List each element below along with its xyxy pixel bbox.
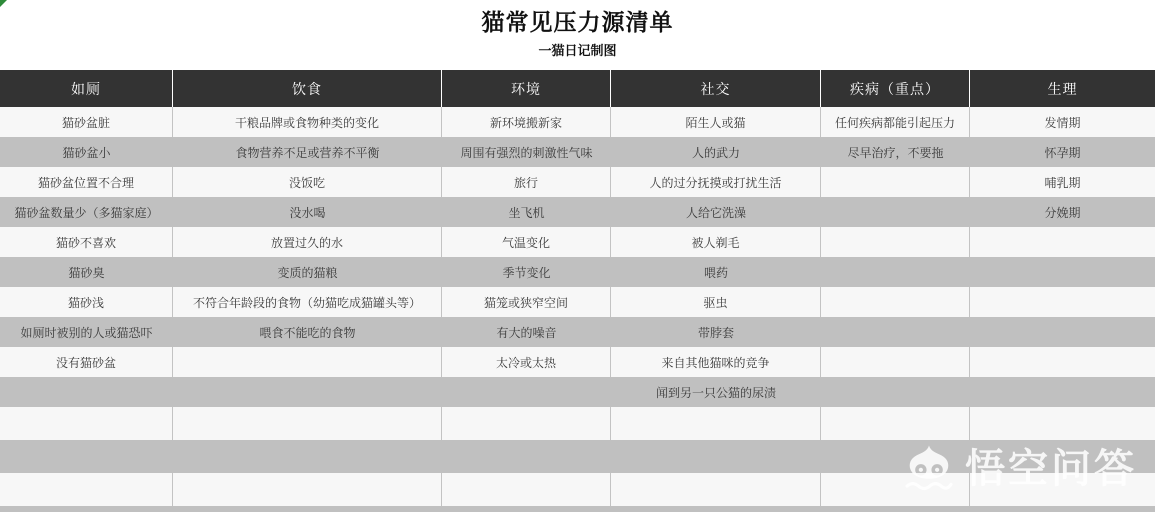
table-cell: 陌生人或猫 [611, 107, 821, 137]
table-cell: 人的武力 [691, 145, 740, 160]
table-cell: 季节变化 [502, 265, 551, 280]
table-cell: 带脖套 [697, 325, 734, 340]
table-cell [173, 377, 442, 407]
table-cell: 如厕时被别的人或猫恐吓 [20, 325, 153, 340]
table-cell: 怀孕期 [1044, 145, 1081, 160]
table-cell [611, 473, 821, 506]
table-cell: 喂药 [703, 265, 728, 280]
table-cell [970, 440, 1155, 473]
table-cell: 闻到另一只公猫的尿渍 [655, 385, 776, 400]
table-cell [442, 377, 611, 407]
table-cell: 有大的噪音 [496, 325, 557, 340]
table-cell: 新环境搬新家 [442, 107, 611, 137]
table-row-10 [0, 377, 1155, 407]
table-cell [970, 377, 1155, 407]
table-cell [611, 407, 821, 440]
table-cell [173, 347, 442, 377]
table-cell [821, 287, 970, 317]
page-title: 猫常见压力源清单 [481, 10, 674, 36]
header-cell-1: 如厕 [0, 70, 173, 107]
table-body [0, 107, 1155, 506]
table-cell: 猫砂盆位置不合理 [0, 167, 173, 197]
table-cell [442, 473, 611, 506]
table-row-7 [0, 287, 1155, 317]
table-cell [821, 473, 970, 506]
table-row-13 [0, 473, 1155, 506]
table-row-12 [0, 440, 1155, 473]
table-cell: 猫砂盆脏 [0, 107, 173, 137]
table-cell [0, 377, 173, 407]
table-row-1 [0, 107, 1155, 137]
table-cell: 变质的猫粮 [277, 265, 338, 280]
table-cell [970, 227, 1155, 257]
table-cell: 没有猫砂盆 [0, 347, 173, 377]
table-row-9 [0, 347, 1155, 377]
table-cell [821, 347, 970, 377]
table-cell: 猫笼或狭窄空间 [442, 287, 611, 317]
table-cell: 任何疾病都能引起压力 [821, 107, 970, 137]
table-cell: 气温变化 [442, 227, 611, 257]
table-cell [821, 377, 970, 407]
table-cell [821, 407, 970, 440]
header-cell-5: 疾病（重点） [821, 70, 970, 107]
table-cell: 没水喝 [289, 205, 326, 220]
table-row-6 [0, 257, 1155, 287]
table-cell: 驱虫 [611, 287, 821, 317]
table-cell: 猫砂浅 [0, 287, 173, 317]
table-cell [821, 440, 970, 473]
header-cell-4: 社交 [611, 70, 821, 107]
table-cell [970, 287, 1155, 317]
table-cell: 放置过久的水 [173, 227, 442, 257]
table-header-row [0, 70, 1155, 107]
table-cell [173, 440, 442, 473]
table-row-11 [0, 407, 1155, 440]
table-cell [970, 347, 1155, 377]
table-cell [970, 407, 1155, 440]
table-cell: 哺乳期 [1044, 175, 1081, 190]
table-row-4 [0, 197, 1155, 227]
table-cell [821, 227, 970, 257]
header-cell-6: 生理 [1047, 81, 1078, 98]
table-cell: 分娩期 [1044, 205, 1081, 220]
table-cell: 坐飞机 [508, 205, 545, 220]
table-cell [821, 197, 970, 227]
table-cell [442, 407, 611, 440]
table-cell: 不符合年龄段的食物（幼猫吃成猫罐头等） [173, 287, 442, 317]
table-cell [821, 317, 970, 347]
table-cell: 喂食不能吃的食物 [259, 325, 356, 340]
table-cell: 猫砂盆小 [62, 145, 111, 160]
table-cell: 猫砂臭 [68, 265, 105, 280]
table-cell: 被人剃毛 [611, 227, 821, 257]
table-cell [821, 257, 970, 287]
table-cell: 食物营养不足或营养不平衡 [235, 145, 380, 160]
table-cell [970, 257, 1155, 287]
table-cell [821, 167, 970, 197]
table-cell: 人给它洗澡 [685, 205, 746, 220]
table-cell [442, 440, 611, 473]
table-row-8 [0, 317, 1155, 347]
table-cell: 发情期 [1044, 115, 1081, 130]
table-cell [970, 317, 1155, 347]
table-cell: 旅行 [442, 167, 611, 197]
table-cell [0, 473, 173, 506]
table-cell: 太冷或太热 [442, 347, 611, 377]
table-cell: 猫砂不喜欢 [0, 227, 173, 257]
green-corner-marker [0, 0, 7, 7]
table-cell [0, 440, 173, 473]
table-cell [173, 407, 442, 440]
table-cell: 没饭吃 [173, 167, 442, 197]
table-cell: 来自其他猫咪的竞争 [611, 347, 821, 377]
header-cell-3: 环境 [442, 70, 611, 107]
table-row-2 [0, 137, 1155, 167]
table-row-5 [0, 227, 1155, 257]
table-cell [173, 473, 442, 506]
header-cell-2: 饮食 [173, 70, 442, 107]
table-cell [970, 473, 1155, 506]
table-cell: 猫砂盆数量少（多猫家庭） [14, 205, 159, 220]
table-cell: 干粮品牌或食物种类的变化 [173, 107, 442, 137]
table-cell: 人的过分抚摸或打扰生活 [611, 167, 821, 197]
page-subtitle: 一猫日记制图 [538, 44, 617, 59]
table-cell [611, 440, 821, 473]
table-cell [0, 407, 173, 440]
table-row-3 [0, 167, 1155, 197]
table-cell: 尽早治疗，不要拖 [847, 145, 944, 160]
stressor-table [0, 70, 1155, 512]
table-cell: 周围有强烈的刺激性气味 [460, 145, 593, 160]
table-bottom-strip [0, 506, 1155, 512]
watermark-label: 悟空问答 [965, 445, 1137, 492]
